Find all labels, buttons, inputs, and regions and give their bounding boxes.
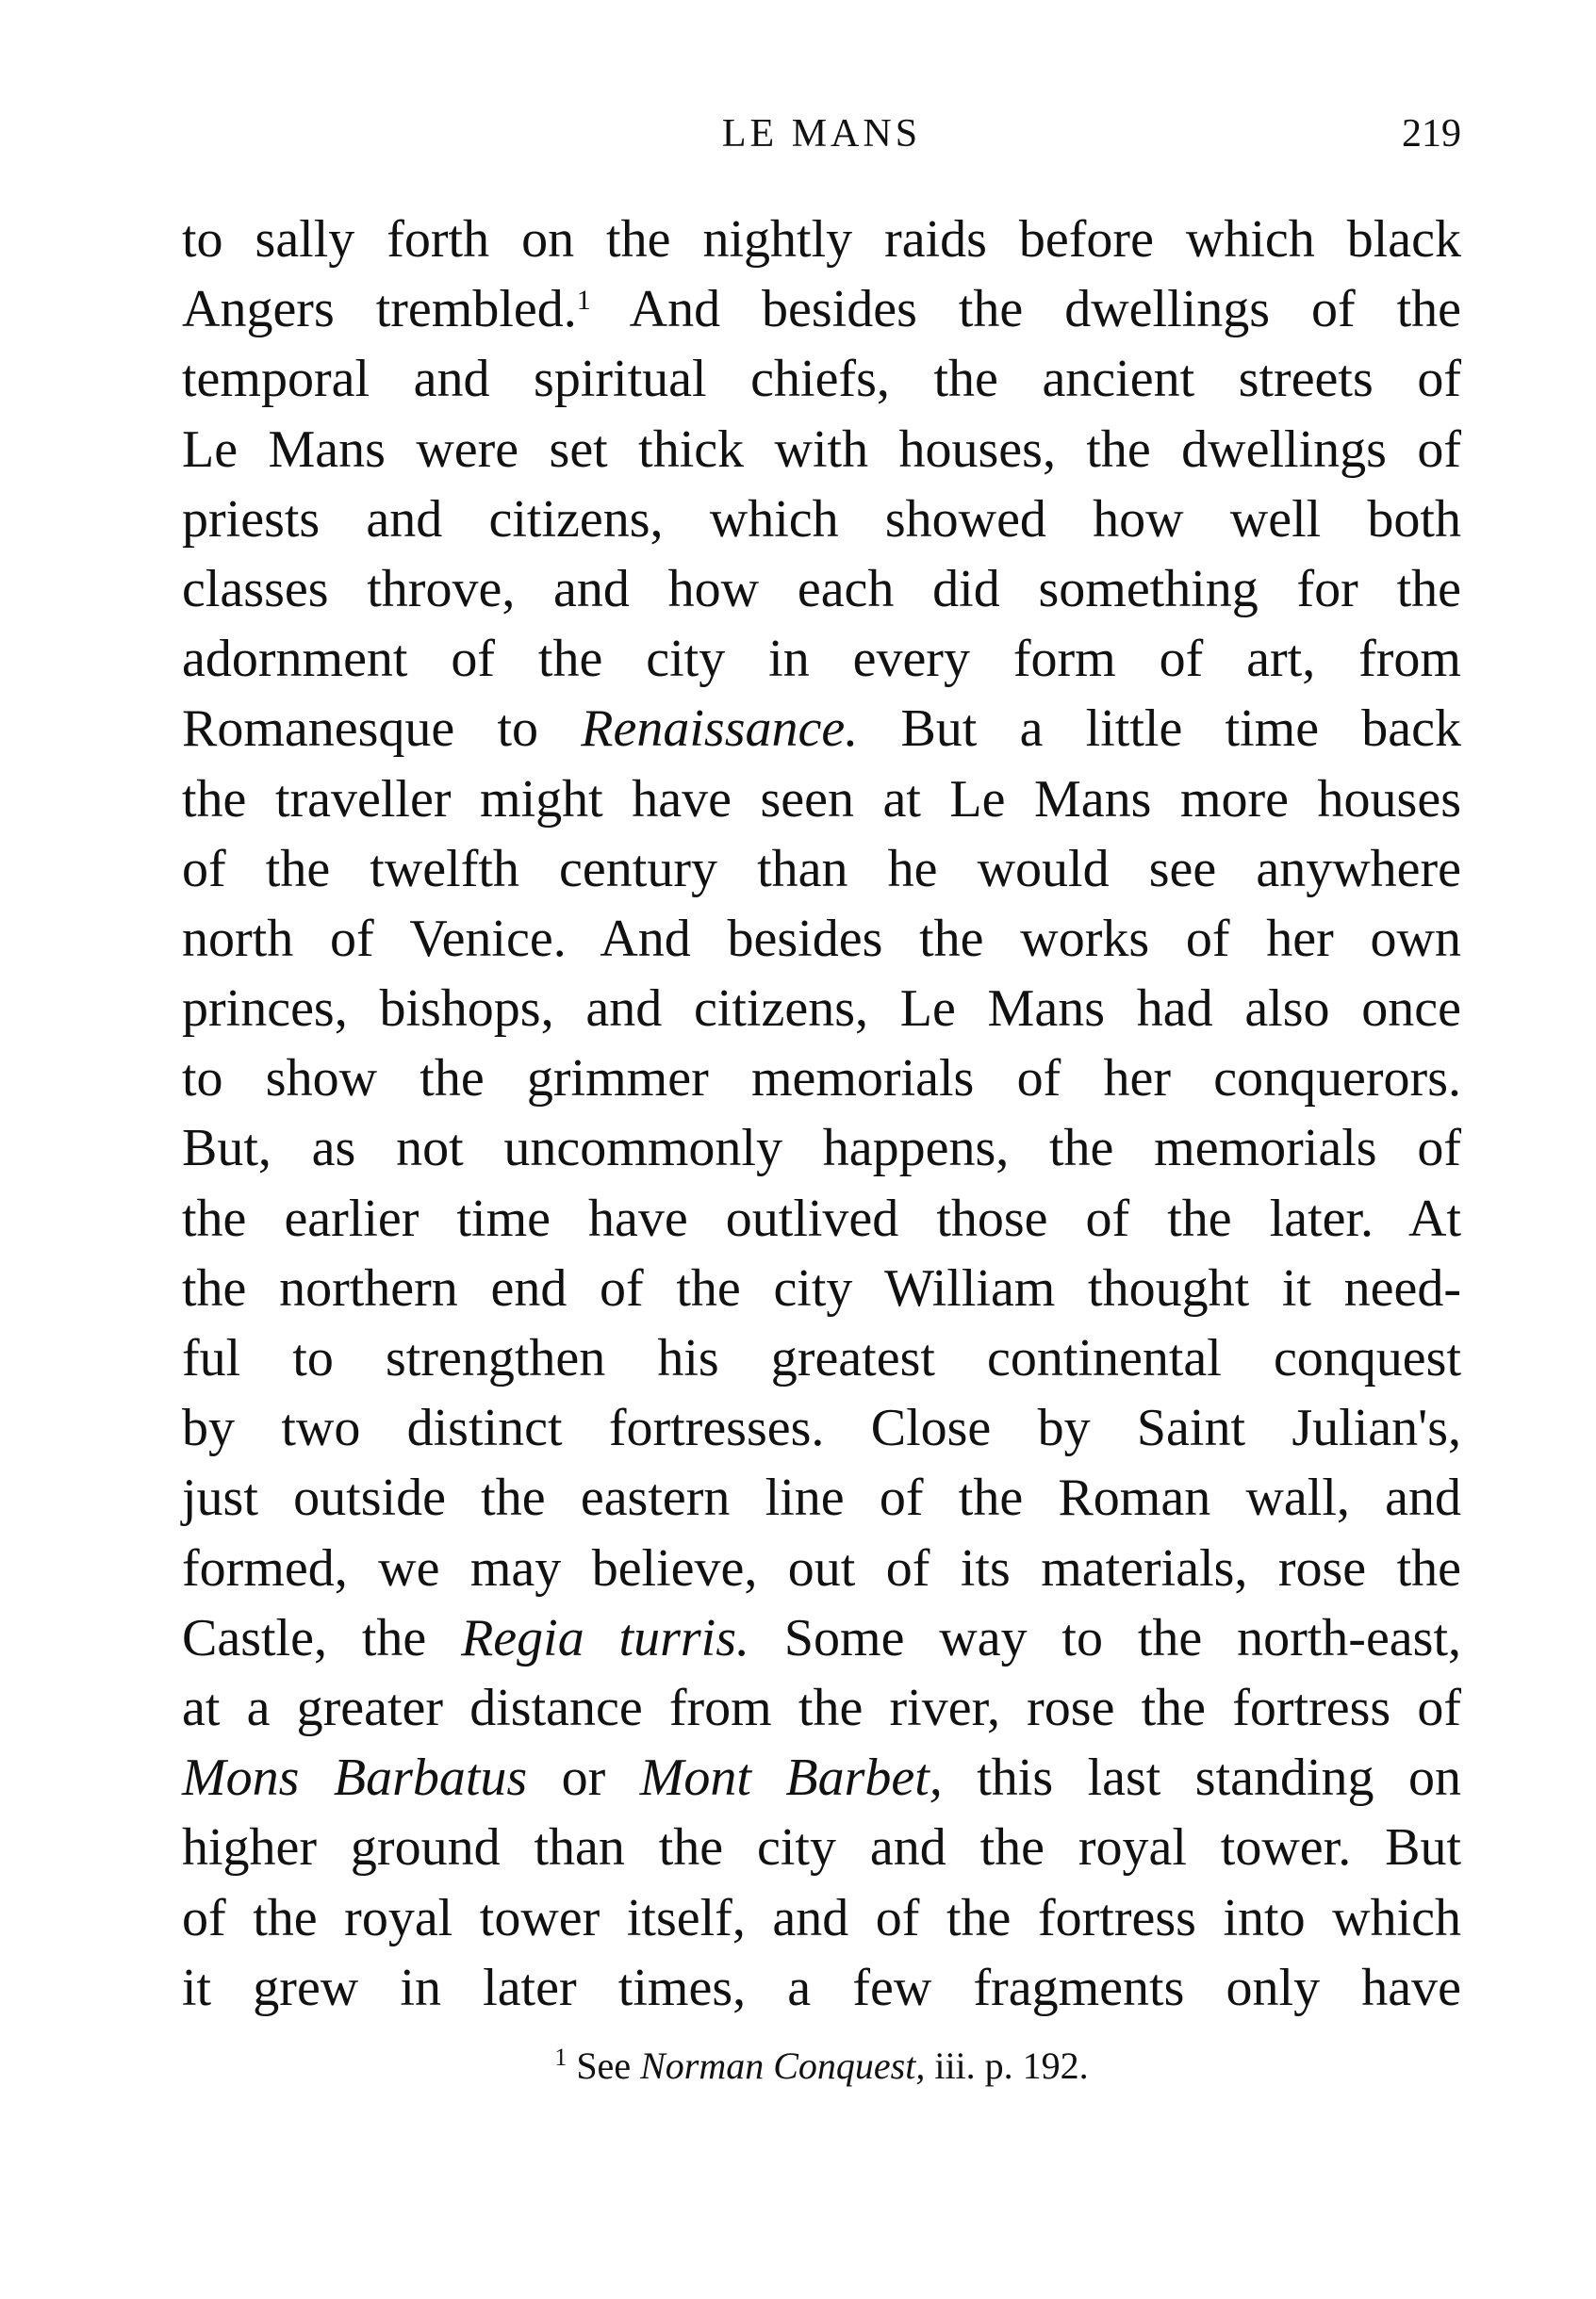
text-line: [182, 694, 1461, 764]
italic-text: Mons Barbatus: [182, 1749, 528, 1808]
text-run: temporal and spiritual chiefs, the ancient streets of: [182, 350, 1461, 409]
text-line: [182, 1323, 1461, 1393]
text-line: [182, 1603, 1461, 1673]
text-line: [182, 1743, 1461, 1813]
text-run: this last standing on: [942, 1749, 1461, 1808]
text-line: [182, 205, 1461, 274]
footnote-title: Norman Conquest,: [640, 2044, 926, 2087]
text-run: north of Venice. And besides the works of her own: [182, 909, 1461, 968]
text-run: formed, we may believe, out of its materials, rose the: [182, 1538, 1461, 1598]
page-number: 219: [1402, 112, 1461, 156]
text-run: Castle, the: [182, 1608, 462, 1667]
text-run: princes, bishops, and citizens, Le Mans had also once: [182, 979, 1461, 1039]
footnote-pre: See: [567, 2044, 641, 2087]
text-run: And besides the dwellings of the: [590, 280, 1461, 339]
text-line: [182, 1113, 1461, 1183]
running-title: LE MANS: [721, 112, 922, 156]
text-run: or: [527, 1749, 640, 1808]
footnote-post: iii. p. 192.: [925, 2044, 1089, 2087]
text-run: at a greater distance from the river, rose the fortress of: [182, 1678, 1461, 1737]
footnote-marker: 1: [554, 2044, 568, 2071]
body-text: [182, 205, 1461, 2023]
text-line: [182, 1673, 1461, 1743]
text-run: classes throve, and how each did something for the: [182, 559, 1461, 618]
text-run: it grew in later times, a few fragments only have: [182, 1958, 1461, 2017]
text-run: to sally forth on the nightly raids before which black: [182, 210, 1461, 269]
text-run: Romanesque to: [182, 699, 582, 759]
footnote-reference: 1: [576, 285, 591, 317]
text-line: [182, 1534, 1461, 1603]
text-run: the earlier time have outlived those of the later. At: [182, 1189, 1461, 1248]
text-run: Le Mans were set thick with houses, the dwellings of: [182, 419, 1461, 479]
text-run: by two distinct fortresses. Close by Saint Julian's,: [182, 1399, 1461, 1458]
footnote: [182, 2044, 1461, 2089]
text-run: adornment of the city in every form of art, from: [182, 630, 1461, 689]
text-run: But a little time back: [858, 699, 1462, 759]
text-run: But, as not uncommonly happens, the memorials of: [182, 1119, 1461, 1178]
text-line: [182, 415, 1461, 484]
text-line: [182, 1953, 1461, 2023]
text-line: [182, 1393, 1461, 1463]
text-line: [182, 624, 1461, 694]
text-line: [182, 974, 1461, 1043]
italic-text: Regia turris.: [461, 1608, 750, 1667]
text-run: Some way to the north-east,: [749, 1608, 1462, 1667]
text-run: of the twelfth century than he would see anywhere: [182, 839, 1461, 898]
text-run: the northern end of the city William thought it need-: [182, 1258, 1461, 1318]
italic-text: Mont Barbet,: [639, 1749, 943, 1808]
text-line: [182, 1883, 1461, 1953]
text-line: [182, 1254, 1461, 1323]
text-line: [182, 1184, 1461, 1254]
text-line: [182, 904, 1461, 974]
text-line: [182, 764, 1461, 834]
text-line: [182, 274, 1461, 344]
text-run: priests and citizens, which showed how well both: [182, 489, 1461, 549]
text-run: just outside the eastern line of the Roman wall, and: [182, 1469, 1461, 1528]
text-line: [182, 344, 1461, 414]
text-run: Angers trembled.: [182, 280, 577, 339]
italic-text: Renaissance.: [581, 699, 859, 759]
text-line: [182, 1043, 1461, 1113]
running-header: [182, 111, 1461, 168]
text-run: to show the grimmer memorials of her conquerors.: [182, 1049, 1461, 1108]
text-line: [182, 1813, 1461, 1882]
text-run: higher ground than the city and the royal tower. But: [182, 1818, 1461, 1878]
text-run: of the royal tower itself, and of the fortress into which: [182, 1888, 1461, 1947]
text-line: [182, 554, 1461, 624]
text-line: [182, 1463, 1461, 1533]
text-line: [182, 834, 1461, 904]
text-run: the traveller might have seen at Le Mans more houses: [182, 769, 1461, 829]
text-run: ful to strengthen his greatest continental conquest: [182, 1329, 1461, 1388]
text-line: [182, 484, 1461, 554]
